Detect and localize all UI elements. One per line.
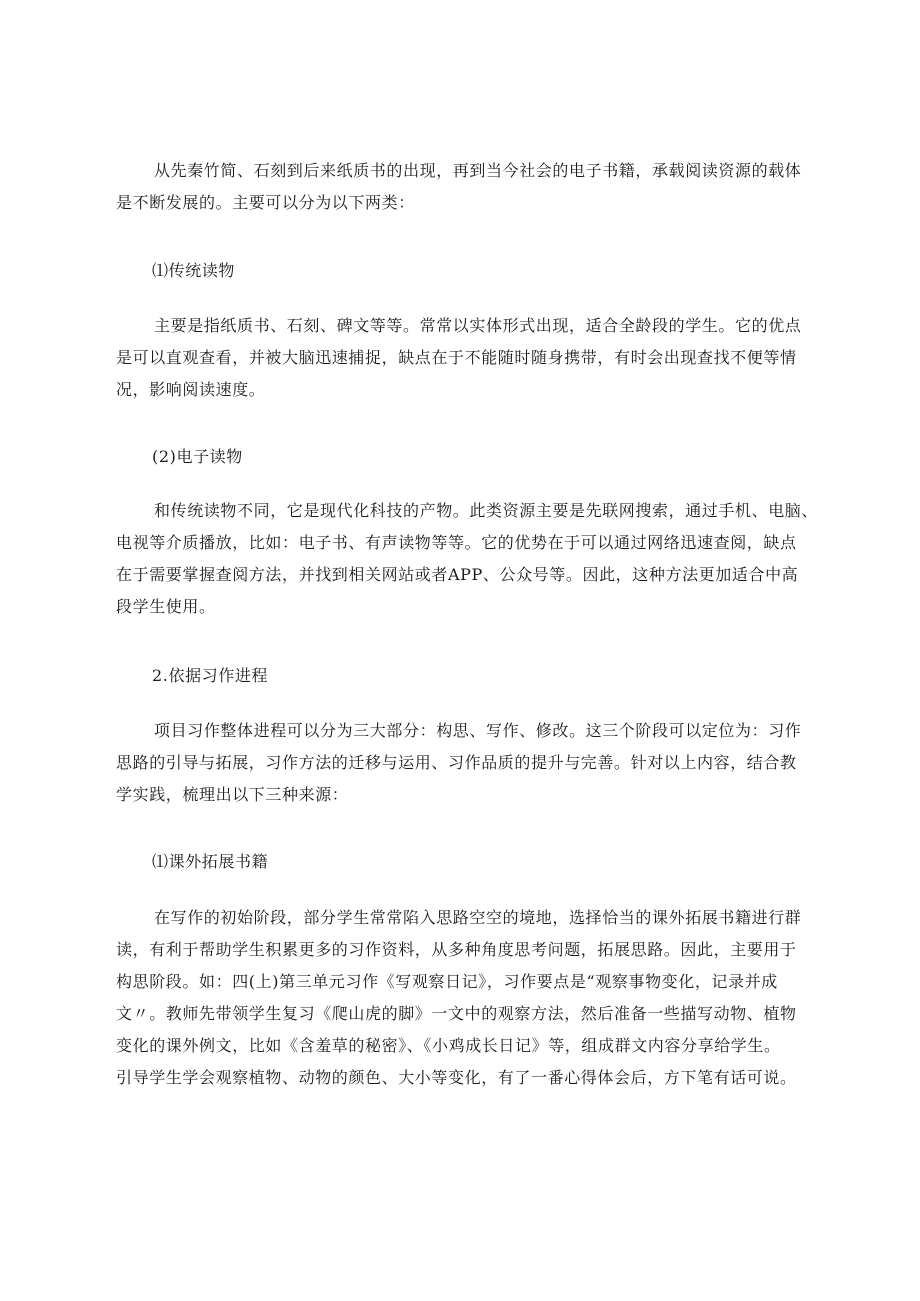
paragraph-line: 主要是指纸质书、石刻、碑文等等。常常以实体形式出现，适合全龄段的学生。它的优点 — [154, 316, 802, 335]
paragraph-line: 和传统读物不同，它是现代化科技的产物。此类资源主要是先联网搜索，通过手机、电脑、 — [154, 501, 819, 520]
paragraph-line: 在于需要掌握查阅方法，并找到相关网站或者APP、公众号等。因此，这种方法更加适合中高 — [116, 565, 799, 584]
paragraph-line: 思路的引导与拓展，习作方法的迁移与运用、习作品质的提升与完善。针对以上内容，结合教 — [116, 753, 797, 772]
traditional-paragraph — [116, 310, 821, 406]
progress-paragraph — [116, 715, 821, 811]
paragraph-line: 变化的课外例文，比如《含羞草的秘密》、《小鸡成长日记》等，组成群文内容分享给学生。 — [116, 1036, 781, 1055]
heading-traditional-readings: ⑴传统读物 — [152, 261, 236, 280]
paragraph-line: 文〃。教师先带领学生复习《爬山虎的脚》一文中的观察方法，然后准备一些描写动物、植物 — [116, 1004, 797, 1023]
electronic-paragraph — [116, 495, 821, 623]
paragraph-line: 引导学生学会观察植物、动物的颜色、大小等变化，有了一番心得体会后，方下笔有话可说。 — [116, 1068, 797, 1087]
paragraph-line: 是不断发展的。主要可以分为以下两类： — [116, 193, 415, 212]
paragraph-line: 段学生使用。 — [116, 597, 216, 616]
paragraph-line: 读，有利于帮助学生积累更多的习作资料，从多种角度思考问题，拓展思路。因此，主要用于 — [116, 940, 797, 959]
paragraph-line: 在写作的初始阶段，部分学生常常陷入思路空空的境地，选择恰当的课外拓展书籍进行群 — [154, 908, 802, 927]
paragraph-line: 学实践，梳理出以下三种来源： — [116, 785, 349, 804]
paragraph-line: 电视等介质播放，比如：电子书、有声读物等等。它的优势在于可以通过网络迅速查阅，缺点 — [116, 533, 797, 552]
heading-electronic-readings: (2)电子读物 — [152, 447, 243, 466]
paragraph-line: 构思阶段。如：四(上)第三单元习作《写观察日记》，习作要点是“观察事物变化，记录并成 — [116, 972, 778, 991]
paragraph-line: 项目习作整体进程可以分为三大部分：构思、写作、修改。这三个阶段可以定位为：习作 — [154, 721, 802, 740]
paragraph-line: 况，影响阅读速度。 — [116, 380, 266, 399]
heading-extracurricular-books: ⑴课外拓展书籍 — [152, 852, 269, 871]
paragraph-line: 是可以直观查看，并被大脑迅速捕捉，缺点在于不能随时随身携带，有时会出现查找不便等情 — [116, 348, 797, 367]
paragraph-line: 从先秦竹简、石刻到后来纸质书的出现，再到当今社会的电子书籍，承载阅读资源的载体 — [154, 161, 802, 180]
books-paragraph — [116, 902, 821, 1094]
heading-writing-progress: 2.依据习作进程 — [152, 666, 269, 685]
intro-paragraph — [116, 155, 821, 219]
